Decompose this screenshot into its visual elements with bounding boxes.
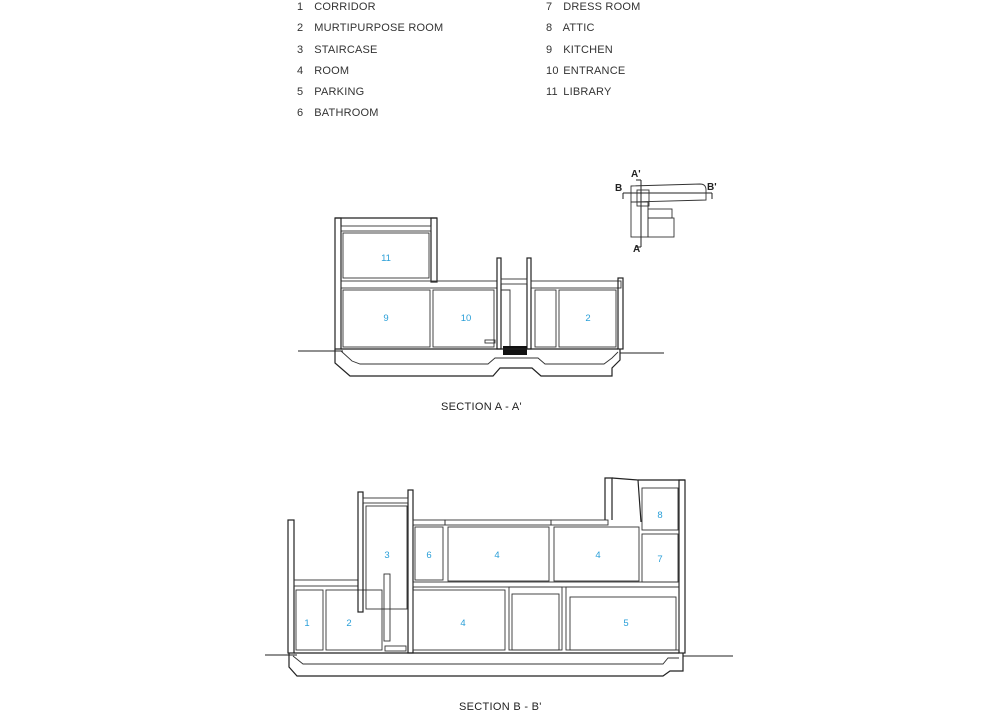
legend-label: ATTIC (562, 22, 595, 34)
key-label-b-left: B (615, 183, 623, 194)
legend-label: BATHROOM (314, 107, 379, 119)
room-lower (413, 590, 505, 650)
room-label: 9 (383, 313, 389, 324)
section-bb-caption: SECTION B - B' (459, 701, 542, 713)
room-label: 8 (657, 510, 663, 521)
legend-label: KITCHEN (563, 44, 613, 56)
section-aa (298, 218, 664, 413)
key-plan (615, 169, 717, 255)
room-label: 11 (381, 253, 391, 264)
room-label: 1 (304, 618, 310, 629)
legend-number: 5 (297, 86, 304, 98)
room-label: 4 (460, 618, 466, 629)
legend-number: 3 (297, 44, 304, 56)
legend-number: 11 (546, 86, 558, 98)
room-label: 10 (460, 313, 472, 324)
legend-label: CORRIDOR (314, 1, 376, 13)
room-attic (642, 488, 678, 530)
key-label-a-top: A' (631, 169, 641, 180)
legend-number: 9 (546, 44, 553, 56)
room-label: 4 (494, 550, 500, 561)
room-label: 5 (623, 618, 629, 629)
room-label: 2 (585, 313, 591, 324)
foundation (289, 653, 683, 676)
legend-label: PARKING (314, 86, 365, 98)
legend-label: ENTRANCE (563, 65, 626, 77)
legend-label: STAIRCASE (314, 44, 378, 56)
key-label-b-right: B' (707, 182, 717, 193)
legend-label: MURTIPURPOSE ROOM (314, 22, 444, 34)
legend-label: DRESS ROOM (563, 1, 641, 13)
section-bb (265, 478, 733, 713)
room-label: 3 (384, 550, 390, 561)
room-multipurpose (326, 590, 382, 650)
legend-label: ROOM (314, 65, 350, 77)
legend-number: 10 (546, 65, 559, 77)
key-label-a-bottom: A (633, 244, 641, 255)
room-label: 4 (595, 550, 601, 561)
legend-number: 1 (297, 1, 304, 13)
room-label: 6 (426, 550, 432, 561)
room-label: 2 (346, 618, 352, 629)
legend-number: 8 (546, 22, 553, 34)
section-aa-caption: SECTION A - A' (441, 401, 522, 413)
legend-number: 6 (297, 107, 304, 119)
legend-label: LIBRARY (563, 86, 612, 98)
legend-number: 4 (297, 65, 304, 77)
legend-number: 2 (297, 22, 304, 34)
room-label: 7 (657, 554, 663, 565)
legend-number: 7 (546, 1, 553, 13)
foundation (335, 349, 620, 376)
